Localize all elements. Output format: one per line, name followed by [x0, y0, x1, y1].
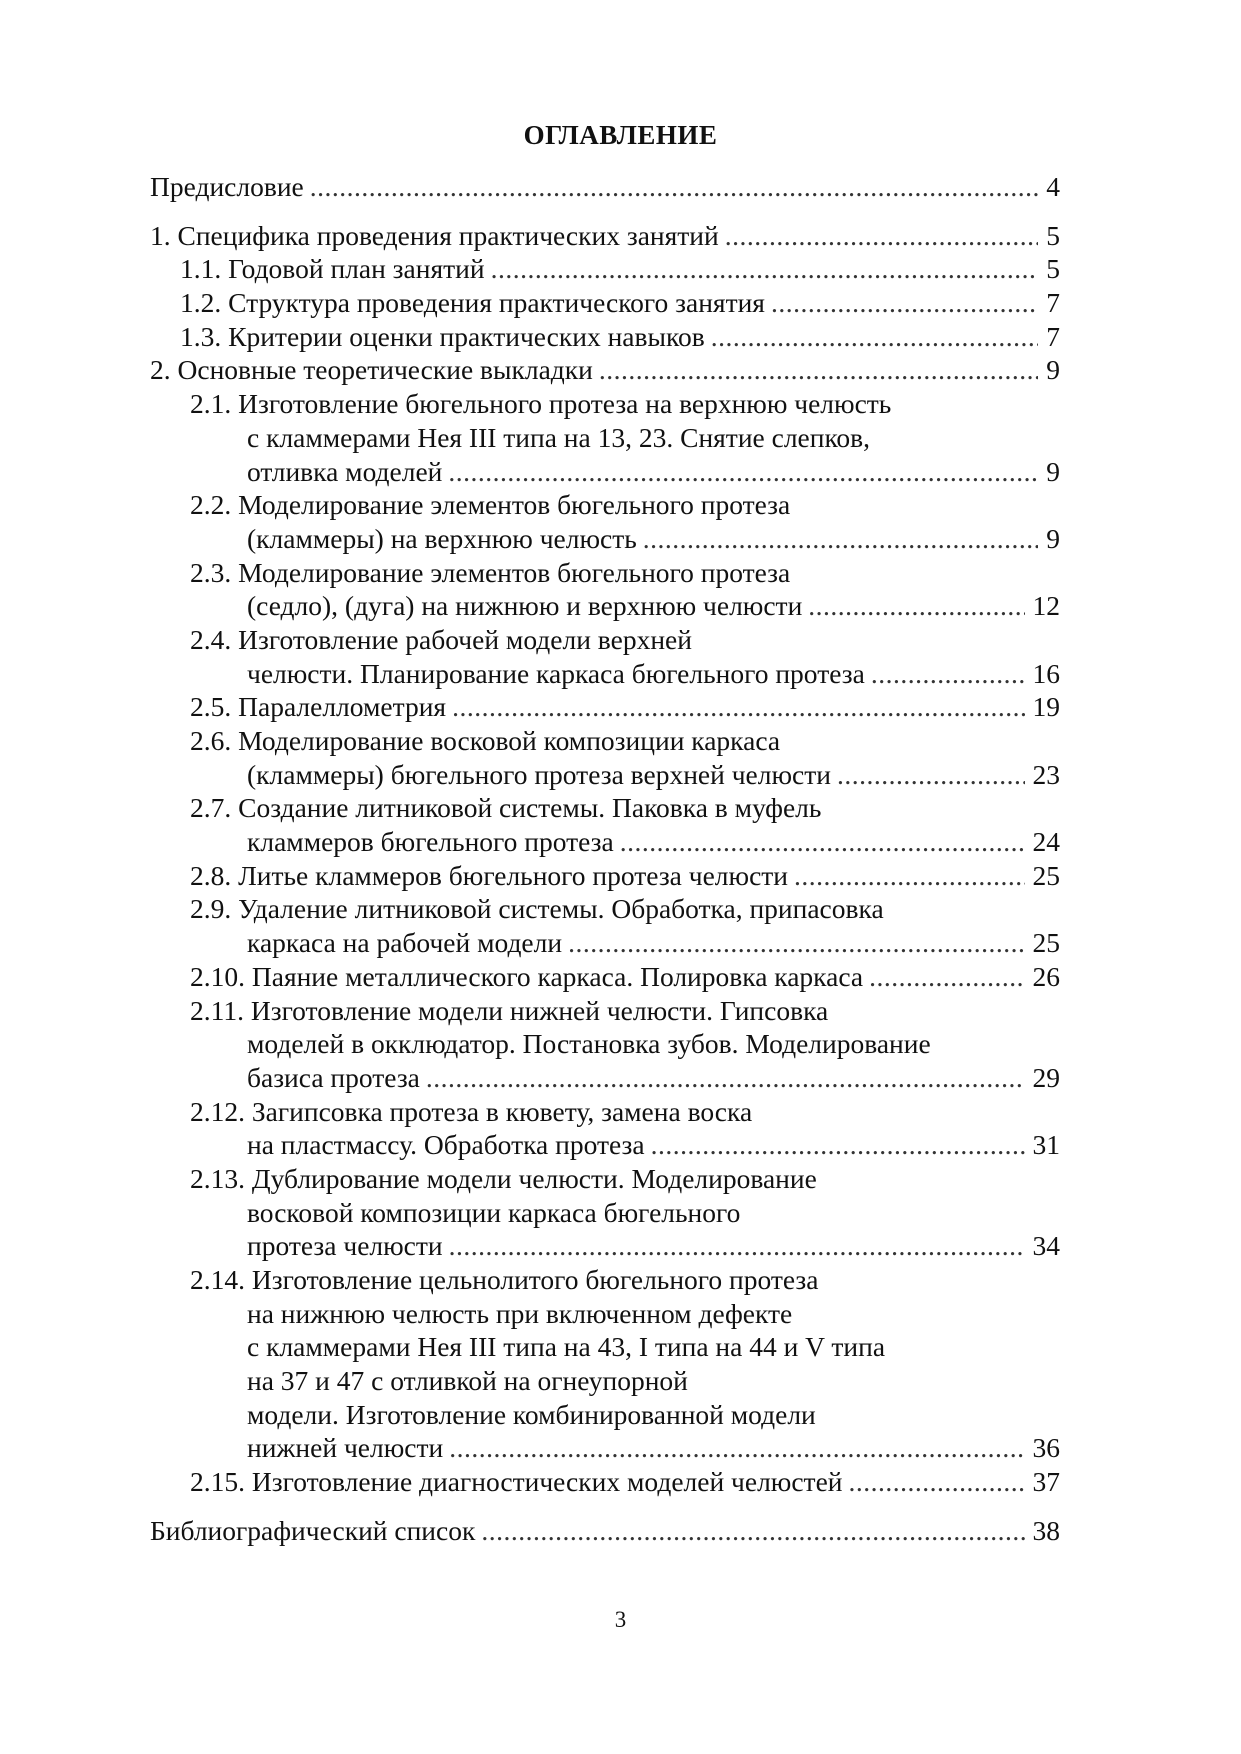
toc-page-number: 29 [1032, 1061, 1060, 1093]
toc-entry [150, 791, 1060, 858]
toc-entry-text: 2.15. Изготовление диагностических моделей челюстей [190, 1466, 843, 1498]
toc-page-number: 36 [1032, 1432, 1060, 1464]
toc-entry-text: 2.2. Моделирование элементов бюгельного протеза [190, 489, 791, 521]
toc-page-number: 4 [1046, 171, 1060, 202]
toc-entry [150, 724, 1060, 791]
toc-entry-line [150, 859, 1060, 893]
toc-entry-line [150, 1297, 1060, 1331]
toc-entry-line [150, 252, 1060, 286]
toc-entry [150, 994, 1060, 1095]
toc-entry-line [150, 1095, 1060, 1129]
toc-entry [150, 170, 1060, 204]
toc-entry [150, 320, 1060, 354]
toc-entry-line [150, 1398, 1060, 1432]
dot-leader [448, 455, 1038, 489]
toc-page-number: 25 [1032, 927, 1060, 959]
toc-page-number: 38 [1032, 1514, 1060, 1546]
toc-entry-line [150, 1330, 1060, 1364]
toc-page-number: 19 [1032, 691, 1060, 723]
dot-leader [725, 219, 1039, 253]
toc-entry [150, 1465, 1060, 1499]
toc-entry-line [150, 1431, 1060, 1465]
toc-entry-line [150, 657, 1060, 691]
toc-spacer [150, 204, 1060, 219]
toc-entry-text: 1. Специфика проведения практических занятий [150, 219, 719, 251]
toc-page-number: 31 [1032, 1129, 1060, 1161]
dot-leader [449, 1229, 1025, 1263]
toc-page-number: 34 [1032, 1230, 1060, 1262]
toc-entry-line [150, 488, 1060, 522]
dot-leader [620, 825, 1025, 859]
toc-entry-text: на пластмассу. Обработка протеза [247, 1129, 645, 1161]
toc-entry [150, 219, 1060, 253]
toc-page-number: 9 [1046, 354, 1060, 386]
toc-entry-text: 2.14. Изготовление цельнолитого бюгельного протеза [190, 1264, 819, 1295]
toc-entry-line [150, 455, 1060, 489]
dot-leader [310, 170, 1039, 204]
toc-entry [150, 252, 1060, 286]
toc-entry-line [150, 589, 1060, 623]
toc-entry [150, 892, 1060, 959]
dot-leader [449, 1431, 1024, 1465]
toc-entry-text: Библиографический список [150, 1514, 476, 1546]
toc-entry-text: с кламмерами Нея III типа на 13, 23. Снятие слепков, [247, 421, 871, 453]
toc-entry-line [150, 791, 1060, 825]
toc-entry-text: 1.3. Критерии оценки практических навыков [180, 320, 705, 352]
page-number: 3 [614, 1607, 627, 1632]
toc-entry-text: 2.9. Удаление литниковой системы. Обработка, припасовка [190, 893, 884, 925]
toc-page-number: 9 [1046, 522, 1060, 554]
dot-leader [643, 522, 1038, 556]
toc-entry-text: на нижнюю челюсть при включенном дефекте [247, 1297, 793, 1329]
dot-leader [651, 1128, 1025, 1162]
toc-entry [150, 488, 1060, 555]
toc-entry-line [150, 522, 1060, 556]
toc-entry-line [150, 623, 1060, 657]
toc-entry-text: (кламмеры) на верхнюю челюсть [247, 522, 637, 554]
toc-entry-line [150, 926, 1060, 960]
toc-entry-line [150, 690, 1060, 724]
toc-entry-line [150, 353, 1060, 387]
toc-entry [150, 286, 1060, 320]
toc-entry-text: челюсти. Планирование каркаса бюгельного протеза [247, 657, 865, 689]
dot-leader [871, 657, 1025, 691]
toc-entry-text: 2.13. Дублирование модели челюсти. Моделирование [190, 1162, 817, 1194]
toc-entry [150, 556, 1060, 623]
toc-entry-text: 1.1. Годовой план занятий [180, 253, 485, 285]
dot-leader [869, 960, 1024, 994]
toc-page-number: 16 [1032, 657, 1060, 689]
dot-leader [849, 1465, 1025, 1499]
toc-page-number: 5 [1046, 219, 1060, 251]
toc-entry-text: 2.1. Изготовление бюгельного протеза на верхнюю челюсть [190, 388, 892, 420]
toc-entry [150, 1263, 1060, 1465]
toc-entry-line [150, 1027, 1060, 1061]
toc-entry-text: 2.10. Паяние металлического каркаса. Полировка каркаса [190, 960, 864, 992]
toc-entry-line [150, 960, 1060, 994]
toc-entry-text: 2.7. Создание литниковой системы. Паковка в муфель [190, 792, 822, 824]
dot-leader [491, 252, 1039, 286]
toc-entry-line [150, 825, 1060, 859]
toc-entry-line [150, 1514, 1060, 1548]
toc-page-number: 37 [1032, 1466, 1060, 1498]
toc-entry-line [150, 1263, 1060, 1297]
toc-entry-line [150, 170, 1060, 204]
toc-entry-text: 2.5. Паралеллометрия [190, 691, 447, 723]
toc-entry-text: 2.11. Изготовление модели нижней челюсти. Гипсовка [190, 994, 829, 1026]
toc-entry-text: 2.8. Литье кламмеров бюгельного протеза челюсти [190, 859, 789, 891]
toc-entry-text: нижней челюсти [247, 1432, 444, 1464]
toc-entry-text: модели. Изготовление комбинированной модели [247, 1398, 816, 1430]
toc-title: ОГЛАВЛЕНИЕ [523, 120, 718, 150]
toc-entry-line [150, 421, 1060, 455]
toc-entry-line [150, 994, 1060, 1028]
toc-entry [150, 623, 1060, 690]
toc-entry [150, 859, 1060, 893]
dot-leader [808, 589, 1024, 623]
toc-entry-text: базиса протеза [247, 1061, 420, 1093]
toc-entry [150, 1514, 1060, 1548]
toc-entry-text: протеза челюсти [247, 1230, 443, 1262]
toc-entry-text: 2.6. Моделирование восковой композиции каркаса [190, 725, 781, 756]
toc-entry-text: 2.3. Моделирование элементов бюгельного протеза [190, 556, 791, 588]
toc-entry-line [150, 1162, 1060, 1196]
toc-entry-line [150, 1128, 1060, 1162]
toc-entry-line [150, 286, 1060, 320]
toc-entry-line [150, 320, 1060, 354]
toc-entry-text: 2.12. Загипсовка протеза в кювету, замена воска [190, 1095, 753, 1127]
toc-entry [150, 1095, 1060, 1162]
toc-entry-text: на 37 и 47 с отливкой на огнеупорной [247, 1365, 688, 1397]
toc-page-number: 26 [1032, 960, 1060, 992]
toc-page-number: 7 [1046, 287, 1060, 319]
toc-entry-text: 2.4. Изготовление рабочей модели верхней [190, 623, 692, 655]
toc-page-number: 9 [1046, 455, 1060, 487]
toc-entry-text: (кламмеры) бюгельного протеза верхней челюсти [247, 758, 831, 790]
toc-entry-text: моделей в окклюдатор. Постановка зубов. Моделирование [247, 1028, 931, 1060]
toc-entry-text: Предисловие [150, 171, 304, 202]
dot-leader [426, 1061, 1025, 1095]
toc-page-number: 23 [1032, 758, 1060, 790]
dot-leader [481, 1514, 1024, 1548]
toc-entry-line [150, 1364, 1060, 1398]
toc-entry [150, 387, 1060, 488]
toc-page-number: 24 [1032, 826, 1060, 858]
toc-spacer [150, 1499, 1060, 1514]
dot-leader [711, 320, 1039, 354]
toc-page-number: 12 [1032, 590, 1060, 622]
toc-entry [150, 353, 1060, 387]
dot-leader [599, 353, 1038, 387]
toc-entry [150, 690, 1060, 724]
toc-entry-text: восковой композиции каркаса бюгельного [247, 1196, 741, 1228]
toc-page-number: 25 [1032, 859, 1060, 891]
toc-entry-line [150, 758, 1060, 792]
toc-entry-line [150, 1465, 1060, 1499]
toc-entry [150, 960, 1060, 994]
dot-leader [837, 758, 1025, 792]
dot-leader [794, 859, 1024, 893]
toc-entry-line [150, 219, 1060, 253]
toc-entry-line [150, 892, 1060, 926]
toc-page-number: 5 [1046, 253, 1060, 285]
toc-entry-line [150, 556, 1060, 590]
toc-entry-text: кламмеров бюгельного протеза [247, 826, 614, 858]
dot-leader [568, 926, 1024, 960]
toc-page-number: 7 [1046, 320, 1060, 352]
toc-entry-text: с кламмерами Нея III типа на 43, I типа на 44 и V типа [247, 1331, 886, 1363]
toc-entry-line [150, 1196, 1060, 1230]
toc-entry-text: отливка моделей [247, 455, 443, 487]
dot-leader [452, 690, 1024, 724]
toc-entry-line [150, 387, 1060, 421]
toc-entry-text: (седло), (дуга) на нижнюю и верхнюю челюсти [247, 590, 803, 622]
toc-entry-line [150, 1061, 1060, 1095]
toc-entry [150, 1162, 1060, 1263]
toc-entry-line [150, 724, 1060, 758]
toc-entry-text: каркаса на рабочей модели [247, 927, 563, 959]
toc-list [150, 170, 1060, 1548]
dot-leader [771, 286, 1038, 320]
toc-entry-text: 2. Основные теоретические выкладки [150, 354, 593, 386]
toc-entry-text: 1.2. Структура проведения практического занятия [180, 287, 765, 319]
toc-entry-line [150, 1229, 1060, 1263]
